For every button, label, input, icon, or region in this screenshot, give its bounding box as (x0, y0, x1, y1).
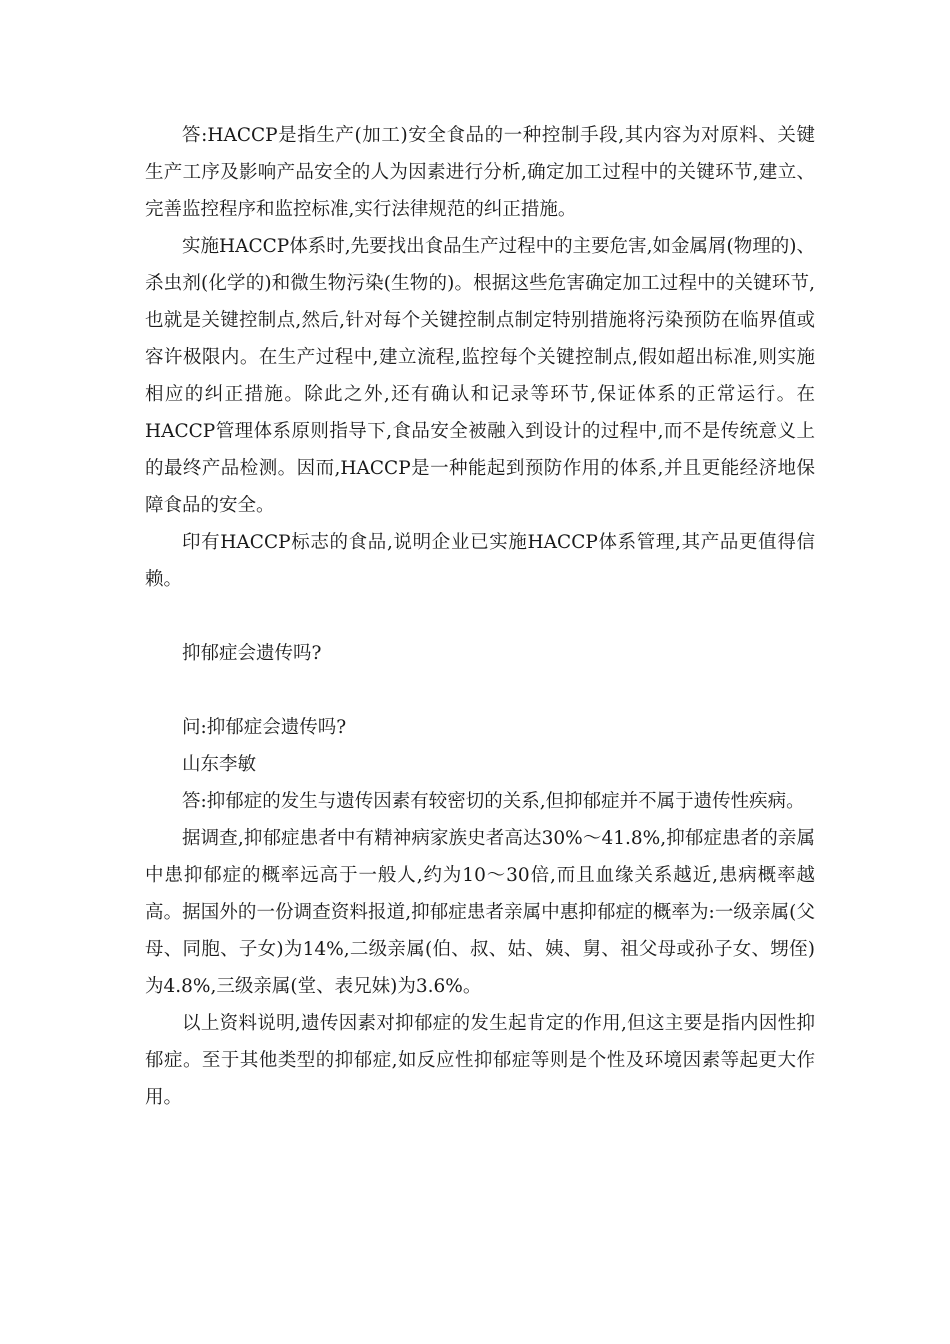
depression-survey-paragraph: 据调查,抑郁症患者中有精神病家族史者高达30%～41.8%,抑郁症患者的亲属中患抑郁症的概率远高于一般人,约为10～30倍,而且血缘关系越近,患病概率越高。据国外的一份调查资料报道,抑郁症患者亲属中惠抑郁症的概率为:一级亲属(父母、同胞、子女)为14%,二级亲属(伯、叔、姑、姨、舅、祖父母或孙子女、甥侄)为4.8%,三级亲属(堂、表兄妹)为3.6%。 (145, 828, 815, 997)
depression-conclusion-paragraph: 以上资料说明,遗传因素对抑郁症的发生起肯定的作用,但这主要是指内因性抑郁症。至于其他类型的抑郁症,如反应性抑郁症等则是个性及环境因素等起更大作用。 (145, 1013, 815, 1108)
haccp-implementation-paragraph: 实施HACCP体系时,先要找出食品生产过程中的主要危害,如金属屑(物理的)、杀虫剂(化学的)和微生物污染(生物的)。根据这些危害确定加工过程中的关键环节,也就是关键控制点,然后,针对每个关键控制点制定特别措施将污染预防在临界值或容许极限内。在生产过程中,建立流程,监控每个关键控制点,假如超出标准,则实施相应的纠正措施。除此之外,还有确认和记录等环节,保证体系的正常运行。在HACCP管理体系原则指导下,食品安全被融入到设计的过程中,而不是传统意义上的最终产品检测。因而,HACCP是一种能起到预防作用的体系,并且更能经济地保障食品的安全。 (145, 236, 815, 516)
haccp-answer-paragraph: 答:HACCP是指生产(加工)安全食品的一种控制手段,其内容为对原料、关键生产工序及影响产品安全的人为因素进行分析,确定加工过程中的关键环节,建立、完善监控程序和监控标准,实行法律规范的纠正措施。 (145, 125, 815, 220)
depression-heading: 抑郁症会遗传吗? (182, 643, 322, 664)
section-spacer (145, 598, 815, 635)
question-author: 山东李敏 (182, 754, 257, 775)
document-body (145, 117, 815, 1116)
depression-answer-paragraph: 答:抑郁症的发生与遗传因素有较密切的关系,但抑郁症并不属于遗传性疾病。 (182, 791, 805, 812)
section-spacer (145, 672, 815, 709)
haccp-label-paragraph: 印有HACCP标志的食品,说明企业已实施HACCP体系管理,其产品更值得信赖。 (145, 532, 815, 590)
depression-question: 问:抑郁症会遗传吗? (182, 717, 347, 738)
